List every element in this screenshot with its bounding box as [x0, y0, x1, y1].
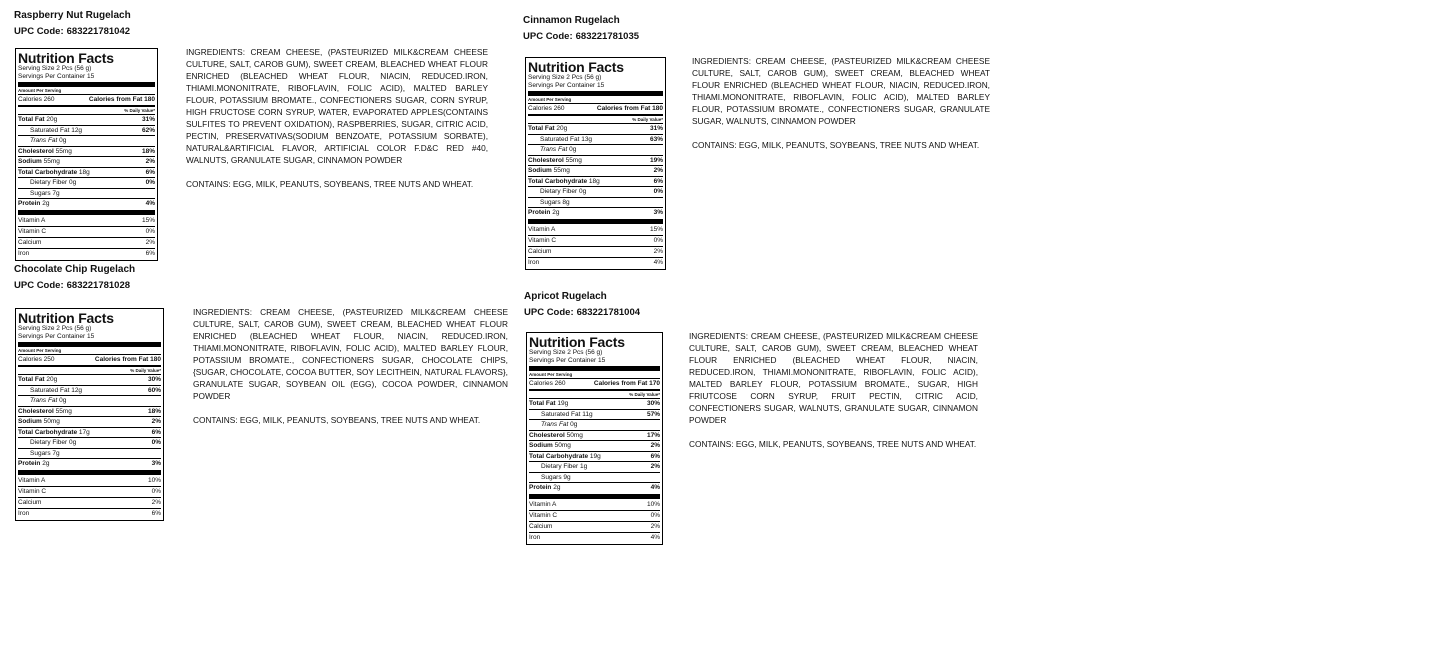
- nutrition-facts-panel: [15, 48, 158, 261]
- contains-text: CONTAINS: EGG, MILK, PEANUTS, SOYBEANS, TREE NUTS AND WHEAT.: [193, 415, 481, 425]
- calcium-dv: 2%: [151, 498, 161, 506]
- cholesterol-row: [18, 146, 155, 157]
- trans-fat-label: Trans Fat: [541, 421, 569, 428]
- protein-label: Protein: [18, 460, 41, 467]
- upc-code: UPC Code: 683221781028: [14, 280, 131, 291]
- total-carb-label: Total Carbohydrate: [18, 428, 78, 436]
- calcium-label: Calcium: [18, 498, 42, 506]
- contains-text: CONTAINS: EGG, MILK, PEANUTS, SOYBEANS, TREE NUTS AND WHEAT.: [689, 439, 977, 449]
- nutrition-facts-panel: [526, 332, 663, 545]
- iron-dv: 4%: [653, 258, 663, 266]
- vitamin-c-label: Vitamin C: [528, 236, 557, 244]
- sugars-amount: 7g: [52, 449, 60, 457]
- calories-from-fat: Calories from Fat 180: [88, 96, 155, 103]
- cholesterol-dv: 17%: [646, 431, 660, 439]
- trans-fat-amount: 0g: [569, 146, 577, 153]
- calcium-dv: 2%: [653, 247, 663, 255]
- daily-value-header: % Daily Value*: [632, 117, 663, 122]
- fiber-label: Dietary Fiber: [30, 439, 68, 446]
- iron-dv: 6%: [151, 509, 161, 517]
- fiber-amount: 1g: [580, 463, 588, 470]
- vitamin-a-label: Vitamin A: [528, 225, 556, 233]
- sodium-label: Sodium: [18, 418, 42, 425]
- vitamin-c-row: [529, 510, 660, 521]
- vitamin-c-dv: 0%: [653, 236, 663, 244]
- contains-text: CONTAINS: EGG, MILK, PEANUTS, SOYBEANS, TREE NUTS AND WHEAT.: [692, 140, 980, 150]
- sodium-dv: 2%: [145, 158, 155, 165]
- sodium-dv: 2%: [653, 167, 663, 174]
- iron-dv: 6%: [145, 249, 155, 257]
- calories: Calories 250: [18, 356, 55, 363]
- total-fat-amount: 20g: [556, 125, 568, 132]
- sodium-amount: 55mg: [43, 158, 60, 165]
- product-title: Chocolate Chip Rugelach: [14, 264, 136, 275]
- total-fat-amount: 20g: [46, 116, 58, 123]
- total-carb-dv: 6%: [653, 177, 663, 185]
- product-header-raspberry: [14, 10, 131, 37]
- protein-amount: 2g: [553, 484, 561, 491]
- cholesterol-amount: 50mg: [566, 431, 583, 439]
- cholesterol-amount: 55mg: [55, 147, 72, 155]
- contains-text: CONTAINS: EGG, MILK, PEANUTS, SOYBEANS, TREE NUTS AND WHEAT.: [186, 179, 474, 189]
- vitamin-a-label: Vitamin A: [18, 476, 46, 484]
- calories-row: [529, 378, 660, 389]
- vitamin-a-row: [18, 476, 161, 486]
- cholesterol-label: Cholesterol: [529, 431, 565, 439]
- servings-per-container: Servings Per Container 15: [529, 357, 606, 364]
- sugars-label: Sugars: [30, 189, 51, 197]
- daily-value-header: % Daily Value*: [629, 392, 660, 397]
- daily-value-header: % Daily Value*: [130, 368, 161, 373]
- iron-label: Iron: [529, 533, 541, 541]
- calories: Calories 260: [528, 105, 565, 112]
- nutrition-facts-title: Nutrition Facts: [529, 334, 625, 350]
- protein-dv: 3%: [151, 460, 161, 467]
- calories-from-fat: Calories from Fat 170: [593, 380, 660, 387]
- total-carb-dv: 6%: [650, 452, 660, 460]
- trans-fat-label: Trans Fat: [30, 397, 58, 404]
- vitamin-c-dv: 0%: [650, 511, 660, 519]
- fiber-label: Dietary Fiber: [541, 463, 579, 470]
- protein-dv: 3%: [653, 209, 663, 216]
- saturated-fat-label: Saturated Fat: [540, 135, 580, 143]
- cholesterol-amount: 55mg: [55, 407, 72, 415]
- protein-label: Protein: [529, 484, 552, 491]
- saturated-fat-row: [18, 385, 161, 396]
- amount-per-serving: Amount Per Serving: [528, 97, 572, 102]
- protein-row: [18, 458, 161, 469]
- saturated-fat-dv: 62%: [141, 126, 155, 134]
- thick-divider: [528, 219, 663, 224]
- sugars-amount: 9g: [563, 473, 571, 481]
- product-title: Apricot Rugelach: [524, 291, 607, 302]
- saturated-fat-amount: 12g: [71, 126, 83, 134]
- sodium-amount: 55mg: [553, 167, 570, 174]
- protein-label: Protein: [18, 200, 41, 207]
- saturated-fat-amount: 12g: [71, 386, 83, 394]
- calories: Calories 260: [529, 380, 566, 387]
- upc-code: UPC Code: 683221781042: [14, 26, 131, 37]
- trans-fat-label: Trans Fat: [30, 137, 58, 144]
- cholesterol-dv: 19%: [649, 156, 663, 164]
- sodium-amount: 50mg: [43, 418, 60, 425]
- upc-code: UPC Code: 683221781035: [523, 31, 640, 42]
- nutrition-facts-title: Nutrition Facts: [528, 59, 624, 75]
- total-fat-amount: 20g: [46, 376, 58, 383]
- nutrition-facts-title: Nutrition Facts: [18, 50, 114, 66]
- thick-divider: [18, 342, 161, 347]
- sodium-label: Sodium: [529, 442, 553, 449]
- protein-row: [529, 482, 660, 493]
- total-carb-dv: 6%: [145, 168, 155, 176]
- total-fat-row: [18, 114, 155, 125]
- total-carb-amount: 18g: [78, 168, 90, 176]
- amount-per-serving: Amount Per Serving: [18, 88, 62, 93]
- total-fat-dv: 31%: [141, 116, 155, 123]
- trans-fat-row: [18, 395, 161, 406]
- total-carb-label: Total Carbohydrate: [528, 177, 588, 185]
- calories-from-fat: Calories from Fat 180: [94, 356, 161, 363]
- upc-code: UPC Code: 683221781004: [524, 307, 641, 318]
- vitamin-c-label: Vitamin C: [18, 227, 47, 235]
- vitamin-c-label: Vitamin C: [18, 487, 47, 495]
- thick-divider: [18, 82, 155, 87]
- total-fat-row: [528, 123, 663, 134]
- sodium-row: [528, 165, 663, 176]
- sugars-row: [529, 472, 660, 483]
- calcium-label: Calcium: [529, 522, 553, 530]
- total-carb-row: [18, 427, 161, 438]
- thick-divider: [528, 91, 663, 96]
- protein-label: Protein: [528, 209, 551, 216]
- total-carb-amount: 17g: [78, 428, 90, 436]
- vitamin-a-row: [18, 216, 155, 226]
- calories-row: [528, 103, 663, 114]
- sodium-dv: 2%: [151, 418, 161, 425]
- servings-per-container: Servings Per Container 15: [528, 82, 605, 89]
- saturated-fat-label: Saturated Fat: [541, 410, 581, 418]
- cholesterol-row: [18, 406, 161, 417]
- sodium-row: [18, 416, 161, 427]
- vitamin-a-dv: 15%: [141, 216, 155, 224]
- fiber-row: [18, 177, 155, 188]
- nutrition-facts-title: Nutrition Facts: [18, 310, 114, 326]
- total-carb-label: Total Carbohydrate: [529, 452, 589, 460]
- saturated-fat-label: Saturated Fat: [30, 386, 70, 394]
- protein-amount: 2g: [42, 460, 50, 467]
- cholesterol-row: [528, 155, 663, 166]
- saturated-fat-label: Saturated Fat: [30, 126, 70, 134]
- thick-divider: [529, 494, 660, 499]
- product-header-cinnamon: [523, 15, 639, 42]
- trans-fat-row: [529, 419, 660, 430]
- trans-fat-amount: 0g: [570, 421, 578, 428]
- trans-fat-amount: 0g: [59, 137, 67, 144]
- calories: Calories 260: [18, 96, 55, 103]
- ingredients-block-raspberry: [186, 46, 488, 190]
- product-header-apricot: [524, 291, 640, 318]
- sugars-row: [528, 197, 663, 208]
- sodium-label: Sodium: [528, 167, 552, 174]
- fiber-amount: 0g: [69, 179, 77, 186]
- fiber-label: Dietary Fiber: [30, 179, 68, 186]
- calcium-row: [529, 521, 660, 532]
- calcium-dv: 2%: [145, 238, 155, 246]
- ingredients-block-apricot: [689, 330, 978, 450]
- cholesterol-dv: 18%: [147, 407, 161, 415]
- servings-per-container: Servings Per Container 15: [18, 73, 95, 80]
- iron-label: Iron: [18, 249, 30, 257]
- fiber-dv: 2%: [650, 463, 660, 470]
- cholesterol-label: Cholesterol: [18, 147, 54, 155]
- calcium-row: [528, 246, 663, 257]
- protein-row: [528, 207, 663, 218]
- total-fat-row: [529, 398, 660, 409]
- sugars-label: Sugars: [541, 473, 562, 481]
- fiber-row: [18, 437, 161, 448]
- vitamin-a-dv: 10%: [646, 500, 660, 508]
- sugars-row: [18, 448, 161, 459]
- calories-row: [18, 354, 161, 365]
- fiber-label: Dietary Fiber: [540, 188, 578, 195]
- serving-size: Serving Size 2 Pcs (56 g): [18, 325, 92, 332]
- fiber-row: [529, 461, 660, 472]
- total-fat-amount: 19g: [557, 400, 569, 407]
- total-carb-row: [528, 176, 663, 187]
- sugars-label: Sugars: [540, 198, 561, 206]
- ingredients-text: INGREDIENTS: CREAM CHEESE, (PASTEURIZED MILK&CREAM CHEESE CULTURE, SALT, CAROB GUM), SWEET CREAM, BLEACHED WHEAT FLOUR ENRICHED (BLEACHED WHEAT FLOUR, NIACIN, REDUCED.IRON, THIAMI.MONONITRATE, RIBOFLAVIN, FOLIC ACID), MALTED BARLEY FLOUR, POTASSIUM BROMATE., CONFECTIONERS SUGAR, CHOCOLATE CHIPS, {SUGAR, CHOCOLATE, COCOA BUTTER, SOY LECITHEIN, NATURAL FLAVORS}, GRANULATE SUGAR, SOYBEAN OIL (EGG), COCOA POWDER, CINNAMON POWDER: [193, 307, 508, 401]
- cholesterol-row: [529, 430, 660, 441]
- sodium-row: [18, 156, 155, 167]
- sodium-dv: 2%: [650, 442, 660, 449]
- iron-label: Iron: [18, 509, 30, 517]
- cholesterol-dv: 18%: [141, 147, 155, 155]
- total-carb-dv: 6%: [151, 428, 161, 436]
- ingredients-text: INGREDIENTS: CREAM CHEESE, (PASTEURIZED MILK&CREAM CHEESE CULTURE, SALT, CAROB GUM), SWEET CREAM, BLEACHED WHEAT FLOUR ENRICHED (BLEACHED WHEAT FLOUR, NIACIN, REDUCED.IRON, THIAMI.MONONITRATE, RIBOFLAVIN, FOLIC ACID), MALTED BARLEY FLOUR, POTASSIUM BROMATE., CONFECTIONERS SUGAR, CORN SYRUP, HIGH FRUCTOSE CORN SYRUP, WATER, EVAPORATED APPLES(CONTAINS SULFITES TO PREVENT OXIDATION), RASPBERRIES, SUGAR, CITRIC ACID, PECTIN, PRESERVATIVAS(SODIUM BENZOATE, POTASSIUM SORBATE), NATURAL&ARTIFICIAL FLAVOR, ARTIFICIAL COLOR F.D&C RED #40, WALNUTS, GRANULATE SUGAR, CINNAMON POWDER: [186, 47, 488, 165]
- total-fat-label: Total Fat: [528, 125, 555, 132]
- iron-row: [18, 508, 161, 519]
- vitamin-c-dv: 0%: [151, 487, 161, 495]
- vitamin-a-dv: 15%: [649, 225, 663, 233]
- protein-amount: 2g: [42, 200, 50, 207]
- protein-dv: 4%: [145, 200, 155, 207]
- thick-divider: [18, 210, 155, 215]
- serving-size: Serving Size 2 Pcs (56 g): [529, 349, 603, 356]
- calcium-dv: 2%: [650, 522, 660, 530]
- cholesterol-label: Cholesterol: [18, 407, 54, 415]
- total-carb-row: [529, 451, 660, 462]
- calories-row: [18, 94, 155, 105]
- amount-per-serving: Amount Per Serving: [529, 372, 573, 377]
- amount-per-serving: Amount Per Serving: [18, 348, 62, 353]
- cholesterol-label: Cholesterol: [528, 156, 564, 164]
- fiber-row: [528, 186, 663, 197]
- ingredients-block-cinnamon: [692, 55, 990, 151]
- saturated-fat-amount: 13g: [581, 135, 593, 143]
- sodium-row: [529, 440, 660, 451]
- sugars-row: [18, 188, 155, 199]
- protein-amount: 2g: [552, 209, 560, 216]
- product-title: Cinnamon Rugelach: [523, 15, 620, 26]
- calcium-row: [18, 237, 155, 248]
- fiber-amount: 0g: [69, 439, 77, 446]
- vitamin-a-label: Vitamin A: [18, 216, 46, 224]
- calcium-label: Calcium: [18, 238, 42, 246]
- total-fat-label: Total Fat: [18, 376, 45, 383]
- protein-dv: 4%: [650, 484, 660, 491]
- total-carb-amount: 18g: [588, 177, 600, 185]
- sodium-amount: 50mg: [554, 442, 571, 449]
- total-fat-label: Total Fat: [529, 400, 556, 407]
- vitamin-a-label: Vitamin A: [529, 500, 557, 508]
- fiber-dv: 0%: [151, 439, 161, 446]
- iron-row: [528, 257, 663, 268]
- vitamin-c-row: [18, 486, 161, 497]
- vitamin-c-label: Vitamin C: [529, 511, 558, 519]
- serving-size: Serving Size 2 Pcs (56 g): [528, 74, 602, 81]
- servings-per-container: Servings Per Container 15: [18, 333, 95, 340]
- sugars-label: Sugars: [30, 449, 51, 457]
- vitamin-c-row: [528, 235, 663, 246]
- vitamin-c-row: [18, 226, 155, 237]
- iron-row: [18, 248, 155, 259]
- ingredients-text: INGREDIENTS: CREAM CHEESE, (PASTEURIZED MILK&CREAM CHEESE CULTURE, SALT, CAROB GUM), SWEET CREAM, BLEACHED WHEAT FLOUR ENRICHED (BLEACHED WHEAT FLOUR, NIACIN, REDUCED.IRON, THIAMI.MONONITRATE, RIBOFLAVIN, FOLIC ACID), MALTED BARLEY FLOUR, POTASSIUM BROMATE., SUGAR, HIGH FRIUTCOSE CORN SYRUP, FRUIT PECTIN, CITRIC ACID, CONFECTIONERS SUGAR, WALNUTS, GRANULATE SUGAR, CINNAMON POWDER: [689, 331, 978, 425]
- total-fat-dv: 30%: [147, 376, 161, 383]
- trans-fat-row: [528, 144, 663, 155]
- sugars-amount: 8g: [562, 198, 570, 206]
- daily-value-header: % Daily Value*: [124, 108, 155, 113]
- fiber-dv: 0%: [145, 179, 155, 186]
- calories-from-fat: Calories from Fat 180: [596, 105, 663, 112]
- sodium-label: Sodium: [18, 158, 42, 165]
- vitamin-a-row: [528, 225, 663, 235]
- nutrition-facts-panel: [525, 57, 666, 270]
- ingredients-text: INGREDIENTS: CREAM CHEESE, (PASTEURIZED MILK&CREAM CHEESE CULTURE, SALT, CAROB GUM), SWEET CREAM, BLEACHED WHEAT FLOUR ENRICHED (BLEACHED WHEAT FLOUR, NIACIN, REDUCED.IRON, THIAMI.MONONITRATE, RIBOFLAVIN, FOLIC ACID), MALTED BARLEY FLOUR, POTASSIUM BROMATE., CONFECTIONERS SUGAR, GRANULATE SUGAR, WALNUTS, CINNAMON POWDER: [692, 56, 990, 126]
- thick-divider: [529, 366, 660, 371]
- total-fat-dv: 30%: [646, 400, 660, 407]
- saturated-fat-amount: 11g: [582, 410, 593, 418]
- trans-fat-row: [18, 135, 155, 146]
- fiber-dv: 0%: [653, 188, 663, 195]
- product-header-chocolate-chip: [14, 264, 135, 291]
- product-title: Raspberry Nut Rugelach: [14, 10, 131, 21]
- vitamin-a-dv: 10%: [147, 476, 161, 484]
- trans-fat-label: Trans Fat: [540, 146, 568, 153]
- total-carb-row: [18, 167, 155, 178]
- vitamin-c-dv: 0%: [145, 227, 155, 235]
- protein-row: [18, 198, 155, 209]
- total-fat-label: Total Fat: [18, 116, 45, 123]
- saturated-fat-dv: 57%: [646, 410, 660, 418]
- cholesterol-amount: 55mg: [565, 156, 582, 164]
- iron-dv: 4%: [650, 533, 660, 541]
- saturated-fat-row: [528, 134, 663, 145]
- serving-size: Serving Size 2 Pcs (56 g): [18, 65, 92, 72]
- saturated-fat-row: [18, 125, 155, 136]
- total-fat-dv: 31%: [649, 125, 663, 132]
- saturated-fat-row: [529, 409, 660, 420]
- saturated-fat-dv: 63%: [649, 135, 663, 143]
- iron-row: [529, 532, 660, 543]
- total-carb-amount: 19g: [589, 452, 601, 460]
- ingredients-block-chocolate-chip: [193, 306, 508, 426]
- trans-fat-amount: 0g: [59, 397, 67, 404]
- calcium-row: [18, 497, 161, 508]
- saturated-fat-dv: 60%: [147, 386, 161, 394]
- calcium-label: Calcium: [528, 247, 552, 255]
- thick-divider: [18, 470, 161, 475]
- vitamin-a-row: [529, 500, 660, 510]
- iron-label: Iron: [528, 258, 540, 266]
- sugars-amount: 7g: [52, 189, 60, 197]
- total-carb-label: Total Carbohydrate: [18, 168, 78, 176]
- nutrition-facts-panel: [15, 308, 164, 521]
- fiber-amount: 0g: [579, 188, 587, 195]
- total-fat-row: [18, 374, 161, 385]
